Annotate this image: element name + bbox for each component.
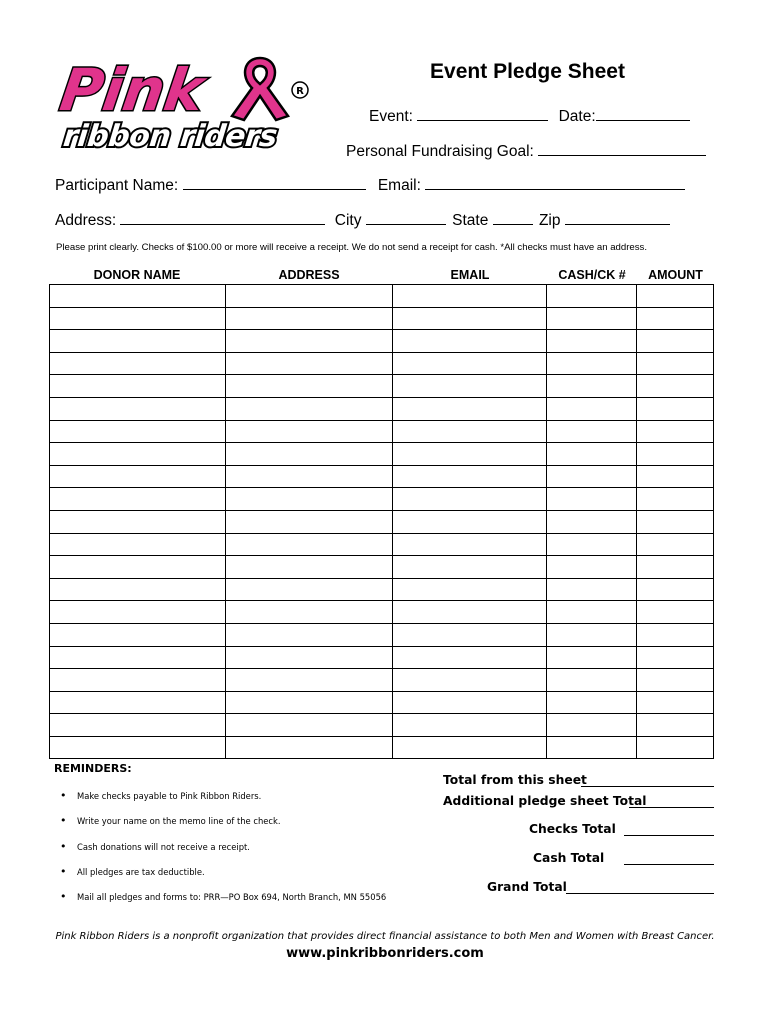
email-cell[interactable]: [393, 601, 547, 624]
cash-ck-cell[interactable]: [547, 669, 637, 692]
table-row: [50, 714, 714, 737]
svg-text:Pink: Pink: [56, 56, 208, 124]
email-cell[interactable]: [393, 465, 547, 488]
cash-ck-cell[interactable]: [547, 510, 637, 533]
instructions-note: Please print clearly. Checks of $100.00 or more will receive a receipt. We do not send a receipt for cash. *All checks must have an address.: [56, 242, 648, 253]
reminder-text: Cash donations will not receive a receipt.: [77, 842, 250, 852]
svg-text:ribbon riders: ribbon riders: [61, 119, 279, 154]
table-row: [50, 330, 714, 353]
address-cell[interactable]: [225, 443, 393, 466]
address-cell[interactable]: [225, 488, 393, 511]
email-field[interactable]: [425, 175, 685, 190]
reminder-text: Mail all pledges and forms to: PRR—PO Box 694, North Branch, MN 55056: [77, 892, 387, 902]
reminder-text: Write your name on the memo line of the check.: [77, 816, 281, 826]
additional-total-label: Additional pledge sheet Total: [443, 794, 647, 808]
donor-name-cell[interactable]: [50, 623, 226, 646]
cash-ck-cell[interactable]: [547, 488, 637, 511]
donor-name-cell[interactable]: [50, 420, 226, 443]
email-cell[interactable]: [393, 714, 547, 737]
donor-name-cell[interactable]: [50, 714, 226, 737]
reminder-item: [60, 814, 281, 827]
donor-name-cell[interactable]: [50, 443, 226, 466]
zip-field[interactable]: [565, 210, 670, 225]
cash-ck-cell[interactable]: [547, 556, 637, 579]
address-cell[interactable]: [225, 330, 393, 353]
donor-name-cell[interactable]: [50, 375, 226, 398]
table-row: [50, 691, 714, 714]
column-header-amount: AMOUNT: [648, 268, 703, 282]
cash-ck-cell[interactable]: [547, 691, 637, 714]
table-row: [50, 285, 714, 308]
logo-graphic: [56, 54, 318, 156]
reminder-text: Make checks payable to Pink Ribbon Riders.: [77, 791, 262, 801]
column-header-cash-ck: CASH/CK #: [558, 268, 626, 282]
participant-label: Participant Name:: [55, 177, 179, 194]
address-cell[interactable]: [225, 285, 393, 308]
cash-ck-cell[interactable]: [547, 285, 637, 308]
cash-ck-cell[interactable]: [547, 397, 637, 420]
email-label: Email:: [377, 177, 421, 194]
address-cell[interactable]: [225, 714, 393, 737]
pledge-table-body: [50, 285, 714, 759]
amount-cell[interactable]: [637, 510, 714, 533]
donor-name-cell[interactable]: [50, 330, 226, 353]
address-cell[interactable]: [225, 420, 393, 443]
table-row: [50, 601, 714, 624]
donor-name-cell[interactable]: [50, 488, 226, 511]
address-row: [55, 210, 670, 230]
address-cell[interactable]: [225, 533, 393, 556]
amount-cell[interactable]: [637, 330, 714, 353]
cash-ck-cell[interactable]: [547, 578, 637, 601]
cash-ck-cell[interactable]: [547, 330, 637, 353]
table-row: [50, 488, 714, 511]
donor-name-cell[interactable]: [50, 397, 226, 420]
email-cell[interactable]: [393, 420, 547, 443]
reminder-item: [60, 865, 205, 878]
amount-cell[interactable]: [637, 578, 714, 601]
cash-ck-cell[interactable]: [547, 465, 637, 488]
email-cell[interactable]: [393, 285, 547, 308]
bullet-icon: •: [60, 814, 67, 827]
state-field[interactable]: [493, 210, 533, 225]
table-row: [50, 623, 714, 646]
email-cell[interactable]: [393, 691, 547, 714]
table-row: [50, 736, 714, 759]
table-row: [50, 352, 714, 375]
amount-cell[interactable]: [637, 714, 714, 737]
participant-field[interactable]: [183, 175, 366, 190]
amount-cell[interactable]: [637, 623, 714, 646]
address-cell[interactable]: [225, 646, 393, 669]
email-cell[interactable]: [393, 510, 547, 533]
donor-name-cell[interactable]: [50, 601, 226, 624]
svg-text:R: R: [296, 86, 304, 97]
cash-ck-cell[interactable]: [547, 601, 637, 624]
date-label: Date:: [558, 108, 596, 125]
email-cell[interactable]: [393, 646, 547, 669]
checks-total-field[interactable]: [624, 835, 714, 836]
email-cell[interactable]: [393, 578, 547, 601]
address-cell[interactable]: [225, 397, 393, 420]
cash-ck-cell[interactable]: [547, 714, 637, 737]
address-cell[interactable]: [225, 623, 393, 646]
email-cell[interactable]: [393, 375, 547, 398]
cash-ck-cell[interactable]: [547, 420, 637, 443]
reminder-text: All pledges are tax deductible.: [77, 867, 205, 877]
event-label: Event:: [369, 108, 413, 125]
pledge-table: [49, 284, 714, 759]
cash-ck-cell[interactable]: [547, 646, 637, 669]
donor-name-cell[interactable]: [50, 510, 226, 533]
cash-ck-cell[interactable]: [547, 736, 637, 759]
bullet-icon: •: [60, 789, 67, 802]
state-label: State: [452, 212, 489, 229]
amount-cell[interactable]: [637, 465, 714, 488]
amount-cell[interactable]: [637, 420, 714, 443]
email-cell[interactable]: [393, 443, 547, 466]
address-cell[interactable]: [225, 669, 393, 692]
address-cell[interactable]: [225, 601, 393, 624]
table-row: [50, 669, 714, 692]
address-cell[interactable]: [225, 352, 393, 375]
amount-cell[interactable]: [637, 533, 714, 556]
table-row: [50, 397, 714, 420]
table-row: [50, 443, 714, 466]
email-cell[interactable]: [393, 352, 547, 375]
pink-ribbon-riders-logo: [56, 54, 318, 156]
goal-label: Personal Fundraising Goal:: [346, 143, 534, 160]
donor-name-cell[interactable]: [50, 352, 226, 375]
address-field[interactable]: [120, 210, 325, 225]
amount-cell[interactable]: [637, 736, 714, 759]
amount-cell[interactable]: [637, 375, 714, 398]
address-cell[interactable]: [225, 307, 393, 330]
address-cell[interactable]: [225, 510, 393, 533]
amount-cell[interactable]: [637, 601, 714, 624]
cash-total-label: Cash Total: [533, 851, 605, 865]
email-cell[interactable]: [393, 330, 547, 353]
donor-name-cell[interactable]: [50, 578, 226, 601]
address-cell[interactable]: [225, 375, 393, 398]
table-row: [50, 307, 714, 330]
date-field[interactable]: [596, 106, 690, 121]
cash-ck-cell[interactable]: [547, 307, 637, 330]
table-row: [50, 578, 714, 601]
column-header-donor-name: DONOR NAME: [93, 268, 181, 282]
reminder-item: [60, 890, 386, 903]
donor-name-cell[interactable]: [50, 691, 226, 714]
bullet-icon: •: [60, 890, 67, 903]
total-this-sheet-field[interactable]: [581, 786, 714, 787]
email-cell[interactable]: [393, 488, 547, 511]
email-cell[interactable]: [393, 623, 547, 646]
address-cell[interactable]: [225, 578, 393, 601]
donor-name-cell[interactable]: [50, 533, 226, 556]
participant-row: [55, 175, 685, 195]
address-cell[interactable]: [225, 736, 393, 759]
address-cell[interactable]: [225, 465, 393, 488]
cash-ck-cell[interactable]: [547, 375, 637, 398]
email-cell[interactable]: [393, 556, 547, 579]
column-header-address: ADDRESS: [278, 268, 340, 282]
table-row: [50, 465, 714, 488]
bullet-icon: •: [60, 865, 67, 878]
total-this-sheet-label: Total from this sheet: [443, 773, 587, 787]
cash-total-field[interactable]: [624, 864, 714, 865]
email-cell[interactable]: [393, 669, 547, 692]
page-title: Event Pledge Sheet: [430, 60, 625, 83]
table-row: [50, 510, 714, 533]
amount-cell[interactable]: [637, 443, 714, 466]
address-cell[interactable]: [225, 556, 393, 579]
amount-cell[interactable]: [637, 307, 714, 330]
donor-name-cell[interactable]: [50, 736, 226, 759]
reminder-item: [60, 789, 261, 802]
donor-name-cell[interactable]: [50, 646, 226, 669]
footer-mission: Pink Ribbon Riders is a nonprofit organization that provides direct financial assistance to both Men and Women with Breast Cancer.: [55, 931, 715, 942]
column-header-email: EMAIL: [450, 268, 490, 282]
event-field[interactable]: [417, 106, 548, 121]
donor-name-cell[interactable]: [50, 465, 226, 488]
cash-ck-cell[interactable]: [547, 623, 637, 646]
bullet-icon: •: [60, 840, 67, 853]
checks-total-label: Checks Total: [529, 822, 616, 836]
donor-name-cell[interactable]: [50, 556, 226, 579]
reminders-title: REMINDERS:: [54, 762, 132, 775]
zip-label: Zip: [538, 212, 561, 229]
table-row: [50, 420, 714, 443]
table-row: [50, 375, 714, 398]
amount-cell[interactable]: [637, 285, 714, 308]
goal-field[interactable]: [538, 141, 706, 156]
email-cell[interactable]: [393, 307, 547, 330]
reminder-item: [60, 840, 250, 853]
event-row: [369, 106, 690, 126]
amount-cell[interactable]: [637, 669, 714, 692]
ribbon-icon: [232, 58, 288, 120]
amount-cell[interactable]: [637, 352, 714, 375]
table-row: [50, 556, 714, 579]
cash-ck-cell[interactable]: [547, 443, 637, 466]
cash-ck-cell[interactable]: [547, 352, 637, 375]
amount-cell[interactable]: [637, 488, 714, 511]
cash-ck-cell[interactable]: [547, 533, 637, 556]
city-label: City: [334, 212, 362, 229]
grand-total-label: Grand Total: [487, 880, 567, 894]
amount-cell[interactable]: [637, 397, 714, 420]
address-cell[interactable]: [225, 691, 393, 714]
donor-name-cell[interactable]: [50, 285, 226, 308]
website-link[interactable]: www.pinkribbonriders.com: [286, 946, 484, 961]
donor-name-cell[interactable]: [50, 669, 226, 692]
additional-total-field[interactable]: [629, 807, 714, 808]
address-label: Address:: [55, 212, 117, 229]
goal-row: [346, 141, 706, 161]
amount-cell[interactable]: [637, 691, 714, 714]
table-row: [50, 533, 714, 556]
email-cell[interactable]: [393, 397, 547, 420]
amount-cell[interactable]: [637, 646, 714, 669]
amount-cell[interactable]: [637, 556, 714, 579]
table-row: [50, 646, 714, 669]
email-cell[interactable]: [393, 736, 547, 759]
grand-total-field[interactable]: [566, 893, 714, 894]
donor-name-cell[interactable]: [50, 307, 226, 330]
city-field[interactable]: [366, 210, 446, 225]
email-cell[interactable]: [393, 533, 547, 556]
